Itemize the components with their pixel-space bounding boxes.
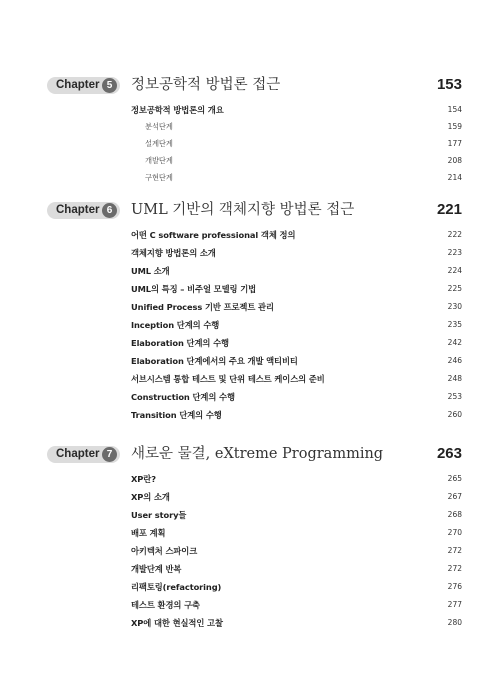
chapter-number: 6 — [102, 203, 117, 218]
entry-page: 276 — [447, 582, 462, 591]
entry-page: 177 — [447, 139, 462, 148]
chapter-label: Chapter — [56, 79, 100, 91]
chapter-badge — [47, 446, 120, 463]
entry-title: 객체지향 방법론의 소개 — [131, 248, 216, 258]
toc-entry[interactable] — [0, 318, 500, 336]
entry-title: 어떤 C software professional 객체 정의 — [131, 230, 296, 240]
entry-page: 272 — [447, 546, 462, 555]
entry-page: 270 — [447, 528, 462, 537]
entry-title: User story들 — [131, 510, 187, 520]
entry-title: 아키텍처 스파이크 — [131, 546, 198, 556]
toc-entry[interactable] — [0, 120, 500, 138]
toc-entry[interactable] — [0, 508, 500, 526]
entry-page: 235 — [447, 320, 462, 329]
toc-entry[interactable] — [0, 103, 500, 121]
entry-page: 223 — [447, 248, 462, 257]
toc-entry[interactable] — [0, 562, 500, 580]
entry-title: Unified Process 기반 프로젝트 관리 — [131, 302, 274, 312]
toc-entry[interactable] — [0, 580, 500, 598]
entry-title: 배포 계획 — [131, 528, 166, 538]
chapter-title: 새로운 물결, eXtreme Programming — [131, 446, 384, 462]
toc-entry[interactable] — [0, 408, 500, 426]
toc-entry[interactable] — [0, 228, 500, 246]
chapter-title: UML 기반의 객체지향 방법론 접근 — [131, 202, 355, 218]
toc-entry[interactable] — [0, 282, 500, 300]
toc-entry[interactable] — [0, 598, 500, 616]
toc-entry[interactable] — [0, 472, 500, 490]
entry-page: 248 — [447, 374, 462, 383]
entry-title: UML의 특징 – 비주얼 모델링 기법 — [131, 284, 257, 294]
chapter-number: 5 — [102, 78, 117, 93]
entry-title: 설계단계 — [145, 139, 173, 148]
toc-entry[interactable] — [0, 526, 500, 544]
toc-entry[interactable] — [0, 154, 500, 172]
entry-title: 분석단계 — [145, 122, 173, 131]
entry-page: 253 — [447, 392, 462, 401]
entry-title: 서브시스템 통합 테스트 및 단위 테스트 케이스의 준비 — [131, 374, 325, 384]
entry-page: 230 — [447, 302, 462, 311]
chapter-label: Chapter — [56, 448, 100, 460]
chapter-number: 7 — [102, 447, 117, 462]
entry-title: XP에 대한 현실적인 고찰 — [131, 618, 223, 628]
toc-entry[interactable] — [0, 354, 500, 372]
entry-page: 280 — [447, 618, 462, 627]
chapter-page: 153 — [436, 76, 462, 93]
toc-entry[interactable] — [0, 544, 500, 562]
toc-entry[interactable] — [0, 300, 500, 318]
entry-title: 정보공학적 방법론의 개요 — [131, 105, 224, 115]
toc-entry[interactable] — [0, 264, 500, 282]
entry-page: 225 — [447, 284, 462, 293]
chapter-badge — [47, 202, 120, 219]
chapter-page: 221 — [436, 201, 462, 218]
entry-page: 277 — [447, 600, 462, 609]
chapter-heading[interactable] — [0, 200, 500, 222]
entry-page: 208 — [447, 156, 462, 165]
entry-page: 268 — [447, 510, 462, 519]
entry-title: Inception 단계의 수행 — [131, 320, 220, 330]
entry-title: 구현단계 — [145, 173, 173, 182]
entry-page: 267 — [447, 492, 462, 501]
entry-page: 246 — [447, 356, 462, 365]
entry-page: 222 — [447, 230, 462, 239]
toc-entry[interactable] — [0, 372, 500, 390]
entry-title: Construction 단계의 수행 — [131, 392, 235, 402]
toc-entry[interactable] — [0, 171, 500, 189]
entry-title: Elaboration 단계에서의 주요 개발 액티비티 — [131, 356, 298, 366]
toc-entry[interactable] — [0, 616, 500, 634]
entry-page: 272 — [447, 564, 462, 573]
chapter-heading[interactable] — [0, 75, 500, 97]
chapter-title: 정보공학적 방법론 접근 — [131, 77, 281, 93]
entry-title: 개발단계 — [145, 156, 173, 165]
entry-title: Transition 단계의 수행 — [131, 410, 222, 420]
entry-page: 214 — [447, 173, 462, 182]
entry-title: 테스트 환경의 구축 — [131, 600, 200, 610]
entry-title: Elaboration 단계의 수행 — [131, 338, 229, 348]
toc-entry[interactable] — [0, 137, 500, 155]
chapter-badge — [47, 77, 120, 94]
chapter-page: 263 — [436, 445, 462, 462]
entry-title: 리팩토링(refactoring) — [131, 582, 222, 592]
entry-page: 154 — [447, 105, 462, 114]
entry-title: XP의 소개 — [131, 492, 170, 502]
entry-page: 224 — [447, 266, 462, 275]
chapter-label: Chapter — [56, 204, 100, 216]
entry-title: 개발단계 반복 — [131, 564, 182, 574]
toc-entry[interactable] — [0, 390, 500, 408]
toc-entry[interactable] — [0, 336, 500, 354]
entry-page: 260 — [447, 410, 462, 419]
entry-title: UML 소개 — [131, 266, 170, 276]
entry-title: XP란? — [131, 474, 156, 484]
entry-page: 265 — [447, 474, 462, 483]
entry-page: 242 — [447, 338, 462, 347]
entry-page: 159 — [447, 122, 462, 131]
toc-entry[interactable] — [0, 490, 500, 508]
chapter-heading[interactable] — [0, 444, 500, 466]
toc-entry[interactable] — [0, 246, 500, 264]
